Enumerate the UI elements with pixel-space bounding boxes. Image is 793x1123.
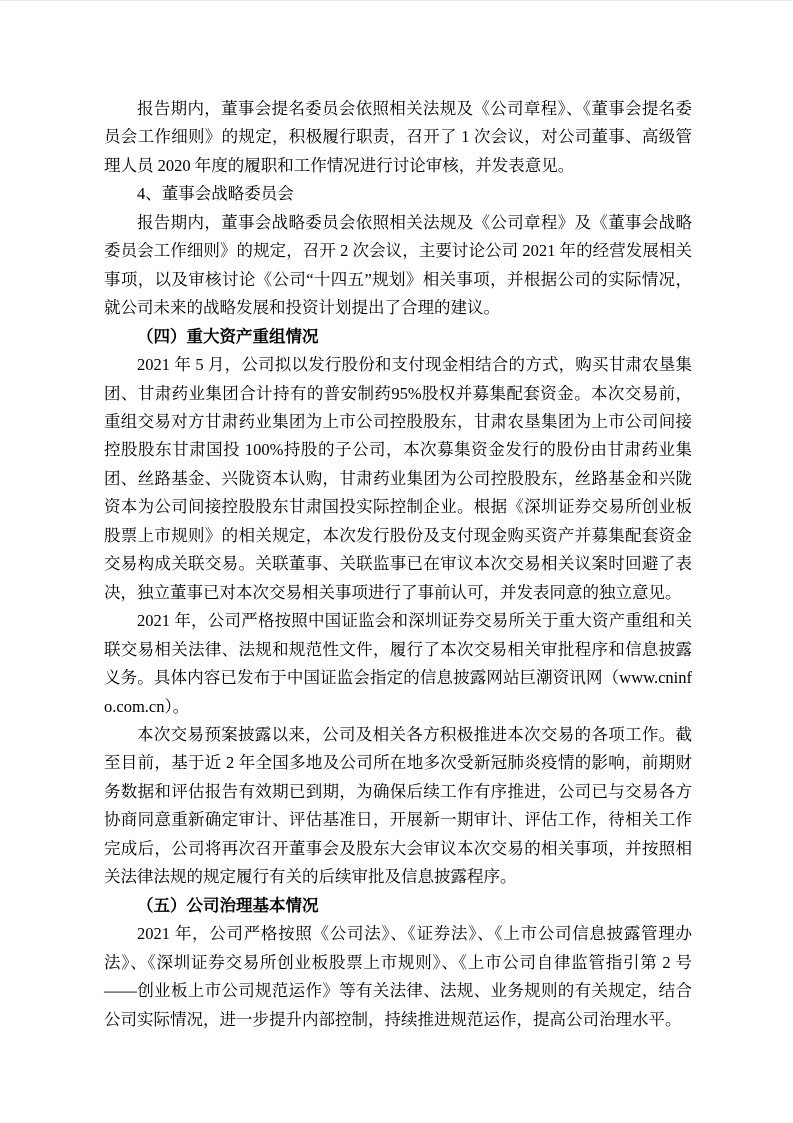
paragraph-governance-compliance: 2021 年，公司严格按照《公司法》、《证券法》、《上市公司信息披露管理办法》、《深圳证券交易所创业板股票上市规则》、《上市公司自律监管指引第 2 号——创业板上市公司规范运作》等有关法律、法规、业务规则的有关规定，结合公司实际情况，进一步提升内部控制，持续推进规范运作，提高公司治理水平。 [104, 924, 692, 1029]
subheading-strategy-committee: 4、董事会战略委员会 [137, 184, 294, 204]
paragraph-transaction-progress: 本次交易预案披露以来，公司及相关各方积极推进本次交易的各项工作。截至目前，基于近 2 年全国多地及公司所在地多次受新冠肺炎疫情的影响，前期财务数据和评估报告有效期已到期，为确保后续工作有序推进，公司已与交易各方协商同意重新确定审计、评估基准日，开展新一期审计、评估工作，待相关工作完成后，公司将再次召开董事会及股东大会审议本次交易的相关事项，并按照相关法律法规的规定履行有关的后续审批及信息披露程序。 [104, 724, 692, 887]
section-heading-corporate-governance: （五）公司治理基本情况 [137, 896, 319, 915]
section-heading-major-asset-restructuring: （四）重大资产重组情况 [137, 327, 319, 346]
paragraph-restructuring-transaction: 2021 年 5 月，公司拟以发行股份和支付现金相结合的方式，购买甘肃农垦集团、甘肃药业集团合计持有的普安制药95%股权并募集配套资金。本次交易前，重组交易对方甘肃药业集团为上市公司控股股东，甘肃农垦集团为上市公司间接控股股东甘肃国投 100%持股的子公司，本次募集资金发行的股份由甘肃药业集团、丝路基金、兴陇资本认购，甘肃药业集团为公司控股股东，丝路基金和兴陇资本为公司间接控股股东甘肃国投实际控制企业。根据《深圳证券交易所创业板股票上市规则》的相关规定，本次发行股份及支付现金购买资产并募集配套资金交易构成关联交易。关联董事、关联监事已在审议本次交易相关议案时回避了表决，独立董事已对本次交易相关事项进行了事前认可，并发表同意的独立意见。 [104, 355, 692, 602]
paragraph-disclosure-obligations: 2021 年，公司严格按照中国证监会和深圳证券交易所关于重大资产重组和关联交易相关法律、法规和规范性文件，履行了本次交易相关审批程序和信息披露义务。具体内容已发布于中国证监会指定的信息披露网站巨潮资讯网（www.cninfo.com.cn）。 [104, 611, 692, 716]
document-page [0, 1, 793, 1123]
paragraph-nomination-committee: 报告期内，董事会提名委员会依照相关法规及《公司章程》、《董事会提名委员会工作细则》的规定，积极履行职责，召开了 1 次会议，对公司董事、高级管理人员 2020 年度的履职和工作情况进行讨论审核，并发表意见。 [104, 99, 692, 175]
paragraph-strategy-committee: 报告期内，董事会战略委员会依照相关法规及《公司章程》及《董事会战略委员会工作细则》的规定，召开 2 次会议，主要讨论公司 2021 年的经营发展相关事项，以及审核讨论《公司“十四五”规划》相关事项，并根据公司的实际情况，就公司未来的战略发展和投资计划提出了合理的建议。 [104, 212, 692, 318]
